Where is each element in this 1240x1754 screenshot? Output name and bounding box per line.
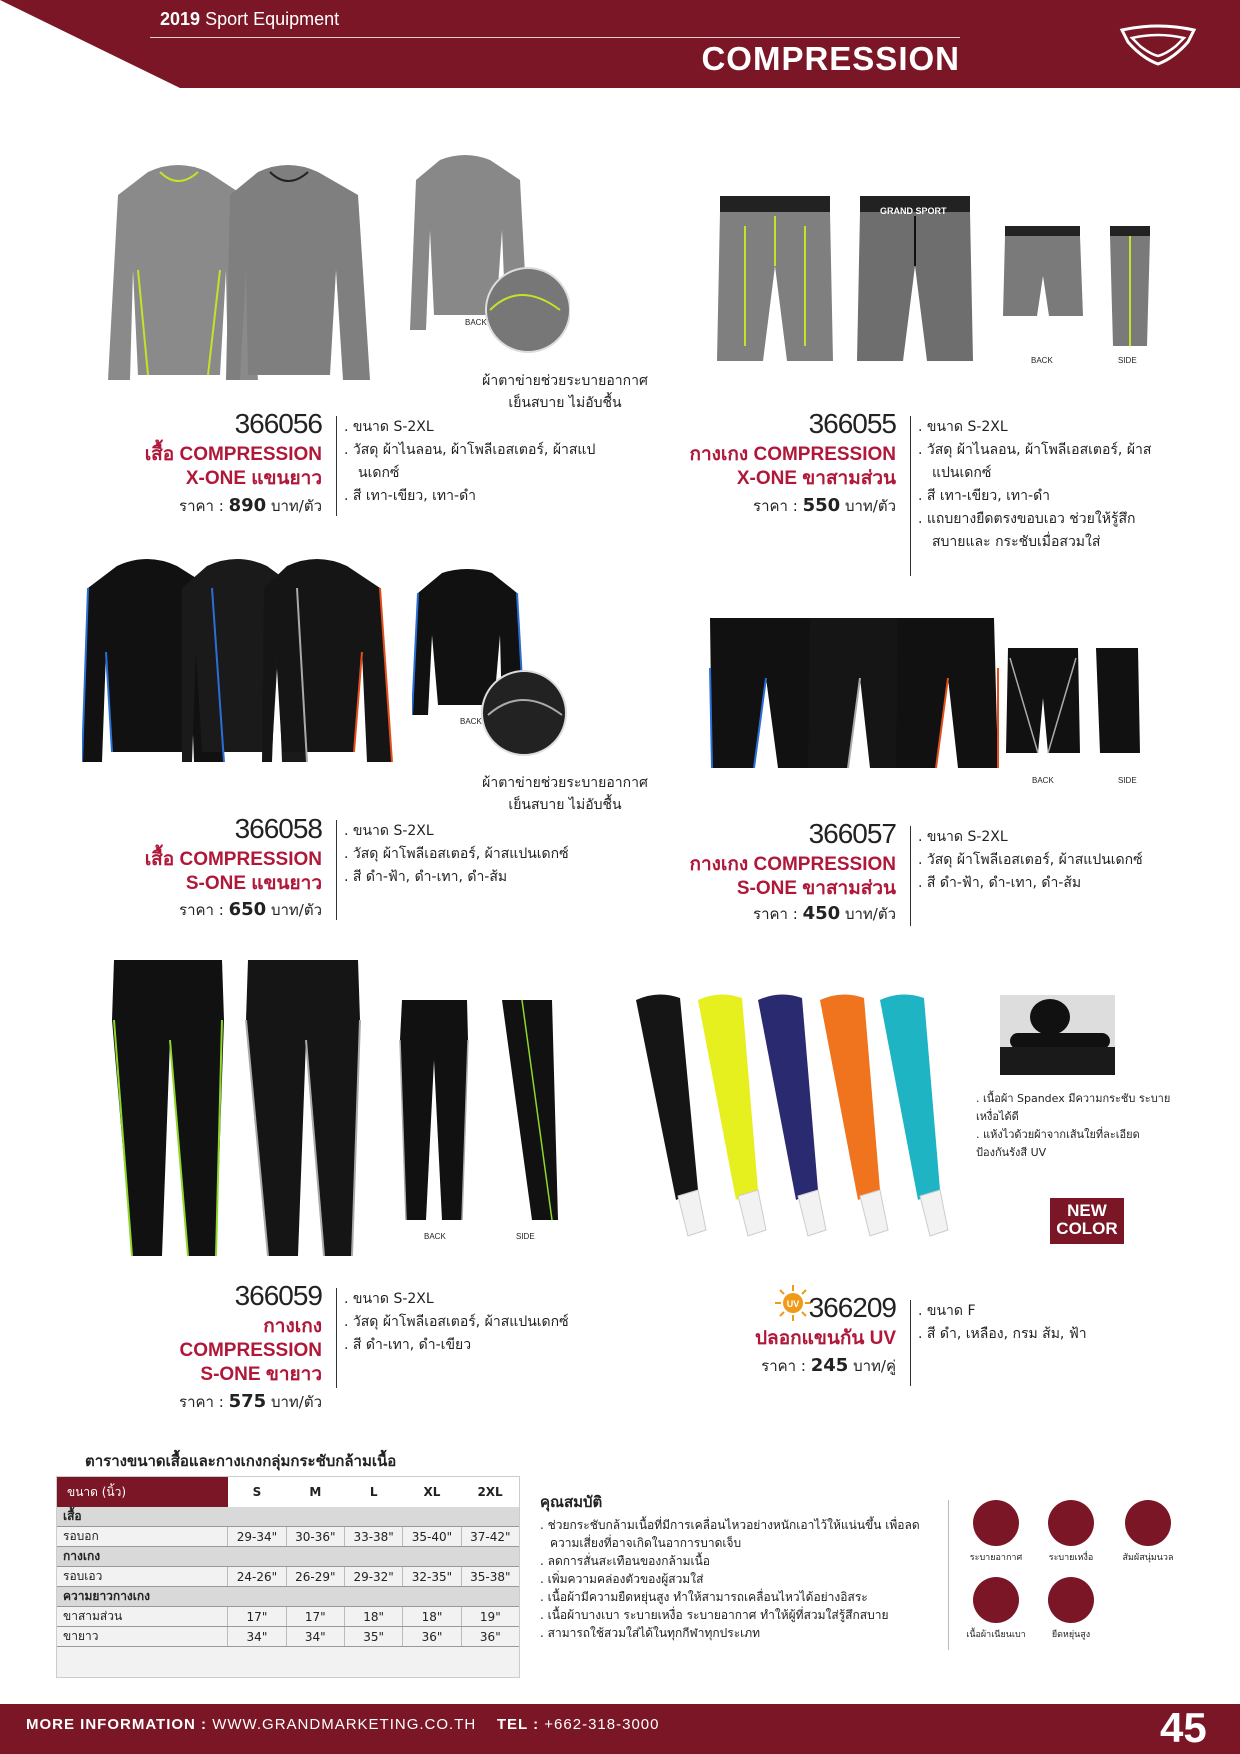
cell: 33-38" xyxy=(344,1527,402,1547)
product-code: 366056 xyxy=(234,408,322,439)
size-header: XL xyxy=(403,1477,461,1507)
icon-label: สัมผัสนุ่มนวล xyxy=(1122,1553,1174,1563)
product-name: กางเกง COMPRESSION X-ONE ขาสามส่วน xyxy=(689,444,896,489)
cell: 35-40" xyxy=(403,1527,461,1547)
list-item: . เพิ่มความคล่องตัวของผู้สวมใส่ xyxy=(540,1572,704,1586)
list-item: . ลดการสั่นสะเทือนของกล้ามเนื้อ xyxy=(540,1554,710,1568)
label-back: BACK xyxy=(465,318,487,327)
table-row xyxy=(57,1507,519,1527)
product-specs: . ขนาด S-2XL . วัสดุ ผ้าไนลอน, ผ้าโพลีเอสเตอร์, ผ้าสแปนเดกซ์ . สี เทา-เขียว, เทา-ดำ . แถบยางยืดตรงขอบเอว ช่วยให้รู้สึกสบายและ กระชับเมื่อสวมใส่ xyxy=(918,419,1152,550)
product-price: ราคา : 575 บาท/ตัว xyxy=(179,1391,322,1412)
soft-touch-icon xyxy=(1125,1500,1171,1546)
divider xyxy=(910,416,911,576)
cell: 17" xyxy=(286,1607,344,1627)
product-name: เสื้อ COMPRESSION X-ONE แขนยาว xyxy=(144,444,322,489)
table-row xyxy=(57,1587,519,1607)
row-label: ขาสามส่วน xyxy=(57,1607,228,1627)
product-specs: . ขนาด F . สี ดำ, เหลือง, กรม ส้ม, ฟ้า xyxy=(918,1303,1087,1342)
footer-contact: MORE INFORMATION : WWW.GRANDMARKETING.CO.TH TEL : +662-318-3000 xyxy=(26,1716,660,1733)
label-back: BACK xyxy=(1031,356,1053,365)
divider xyxy=(336,1288,337,1388)
size-table-title: ตารางขนาดเสื้อและกางเกงกลุ่มกระชับกล้ามเนื้อ xyxy=(85,1452,397,1470)
divider xyxy=(910,826,911,926)
label-back: BACK xyxy=(1032,776,1054,785)
size-header: L xyxy=(344,1477,402,1507)
icon-label: ระบายอากาศ xyxy=(969,1553,1023,1563)
size-header: M xyxy=(286,1477,344,1507)
cell: 17" xyxy=(228,1607,286,1627)
product-code: 366209 xyxy=(808,1292,896,1323)
product-price: ราคา : 245 บาท/คู่ xyxy=(761,1355,896,1376)
cell: 36" xyxy=(403,1627,461,1647)
cell: 18" xyxy=(403,1607,461,1627)
cell: 34" xyxy=(228,1627,286,1647)
table-row xyxy=(57,1567,519,1587)
cell: 19" xyxy=(461,1607,519,1627)
model-photo xyxy=(1000,995,1115,1075)
sweat-wicking-icon xyxy=(1048,1500,1094,1546)
product-back-image-366056 xyxy=(410,150,570,360)
stretch-icon xyxy=(1048,1577,1094,1623)
product-name: กางเกง COMPRESSION S-ONE ขาสามส่วน xyxy=(689,854,896,899)
product-code: 366055 xyxy=(808,408,896,439)
list-item: . เนื้อผ้าบางเบา ระบายเหงื่อ ระบายอากาศ ทำให้ผู้ที่สวมใส่รู้สึกสบาย xyxy=(540,1608,889,1622)
divider xyxy=(910,1300,911,1386)
brand-logo-icon xyxy=(1118,22,1198,66)
catalog-year: 2019 Sport Equipment xyxy=(160,9,340,29)
uv-sleeve-bullets: . เนื้อผ้า Spandex มีความกระชับ ระบายเหงื่อได้ดี . แห้งไวด้วยผ้าจากเส้นใยที่ละเอียด ป้องกันรังสี UV xyxy=(976,1092,1171,1159)
label-back: BACK xyxy=(424,1232,446,1241)
divider xyxy=(948,1500,949,1650)
icon-label: ระบายเหงื่อ xyxy=(1048,1553,1094,1563)
product-side-image-366055 xyxy=(1105,226,1155,356)
product-name: ปลอกแขนกัน UV xyxy=(754,1328,896,1349)
mesh-note: ผ้าตาข่ายช่วยระบายอากาศ เย็นสบาย ไม่อับชื้น xyxy=(482,373,648,411)
website-link[interactable]: WWW.GRANDMARKETING.CO.TH xyxy=(212,1716,477,1733)
product-image-366209 xyxy=(636,990,996,1240)
new-color-badge: NEW COLOR xyxy=(1050,1198,1124,1244)
product-code: 366057 xyxy=(808,818,896,849)
cell: 35-38" xyxy=(461,1567,519,1587)
features-list xyxy=(540,1516,940,1642)
table-row xyxy=(57,1527,519,1547)
product-price: ราคา : 890 บาท/ตัว xyxy=(179,495,322,516)
lightweight-icon xyxy=(973,1577,1019,1623)
product-specs: . ขนาด S-2XL . วัสดุ ผ้าโพลีเอสเตอร์, ผ้าสแปนเดกซ์ . สี ดำ-ฟ้า, ดำ-เทา, ดำ-ส้ม xyxy=(344,823,569,885)
cell: 35" xyxy=(344,1627,402,1647)
cell: 26-29" xyxy=(286,1567,344,1587)
product-specs: . ขนาด S-2XL . วัสดุ ผ้าไนลอน, ผ้าโพลีเอสเตอร์, ผ้าสแปนเดกซ์ . สี เทา-เขียว, เทา-ดำ xyxy=(344,419,596,504)
group-label: ความยาวกางเกง xyxy=(57,1587,519,1607)
product-image-366057 xyxy=(708,618,1148,778)
table-row xyxy=(57,1547,519,1567)
product-image-366059 xyxy=(112,960,592,1260)
row-label: ขายาว xyxy=(57,1627,228,1647)
list-item: . เนื้อผ้ามีความยืดหยุ่นสูง ทำให้สามารถเคลื่อนไหวได้อย่างอิสระ xyxy=(540,1590,868,1604)
cell: 30-36" xyxy=(286,1527,344,1547)
label-side: SIDE xyxy=(1118,356,1137,365)
divider xyxy=(336,820,337,920)
product-image-366058 xyxy=(82,552,402,772)
icon-label: เนื้อผ้าเนียนเบา xyxy=(966,1630,1026,1640)
product-name: เสื้อ COMPRESSION S-ONE แขนยาว xyxy=(144,849,322,894)
size-table xyxy=(57,1477,519,1647)
product-image-366056 xyxy=(108,150,408,390)
cell: 37-42" xyxy=(461,1527,519,1547)
uv-badge-text: UV xyxy=(786,1299,800,1309)
features-title: คุณสมบัติ xyxy=(540,1493,603,1511)
label-side: SIDE xyxy=(516,1232,535,1241)
row-label: รอบเอว xyxy=(57,1567,228,1587)
product-image-366055 xyxy=(715,196,1095,366)
size-header: ขนาด (นิ้ว) xyxy=(57,1477,228,1507)
product-specs: . ขนาด S-2XL . วัสดุ ผ้าโพลีเอสเตอร์, ผ้าสแปนเดกซ์ . สี ดำ-ฟ้า, ดำ-เทา, ดำ-ส้ม xyxy=(918,829,1143,891)
group-label: เสื้อ xyxy=(57,1507,519,1527)
product-price: ราคา : 550 บาท/ตัว xyxy=(753,495,896,516)
row-label: รอบอก xyxy=(57,1527,228,1547)
cell: 29-32" xyxy=(344,1567,402,1587)
brand-waistband: GRAND SPORT xyxy=(880,206,947,216)
page-number: 45 xyxy=(1160,1704,1207,1751)
cell: 34" xyxy=(286,1627,344,1647)
icon-label: ยืดหยุ่นสูง xyxy=(1051,1630,1091,1640)
size-header: S xyxy=(228,1477,286,1507)
breathable-icon xyxy=(973,1500,1019,1546)
mesh-note: ผ้าตาข่ายช่วยระบายอากาศ เย็นสบาย ไม่อับชื้น xyxy=(482,775,648,813)
product-back-image-366058 xyxy=(412,565,572,765)
product-name: กางเกง COMPRESSION S-ONE ขายาว xyxy=(179,1316,322,1385)
cell: 24-26" xyxy=(228,1567,286,1587)
list-item: . สามารถใช้สวมใส่ได้ในทุกกีฬาทุกประเภท xyxy=(540,1626,761,1640)
product-code: 366058 xyxy=(234,813,322,844)
header-divider xyxy=(150,37,960,38)
size-table-panel xyxy=(56,1476,520,1678)
cell: 36" xyxy=(461,1627,519,1647)
cell: 18" xyxy=(344,1607,402,1627)
table-row xyxy=(57,1607,519,1627)
group-label: กางเกง xyxy=(57,1547,519,1567)
label-side: SIDE xyxy=(1118,776,1137,785)
product-price: ราคา : 650 บาท/ตัว xyxy=(179,899,322,920)
cell: 29-34" xyxy=(228,1527,286,1547)
page-title: COMPRESSION xyxy=(701,40,960,77)
list-item: . ช่วยกระชับกล้ามเนื้อที่มีการเคลื่อนไหวอย่างหนักเอาไว้ให้แน่นขึ้น เพื่อลดความเสี่ยงที่อาจเกิดในอาการบาดเจ็บ xyxy=(540,1518,920,1550)
table-row xyxy=(57,1627,519,1647)
cell: 32-35" xyxy=(403,1567,461,1587)
product-code: 366059 xyxy=(234,1280,322,1311)
divider xyxy=(336,416,337,516)
label-back: BACK xyxy=(460,717,482,726)
size-header: 2XL xyxy=(461,1477,519,1507)
product-price: ราคา : 450 บาท/ตัว xyxy=(753,903,896,924)
product-specs: . ขนาด S-2XL . วัสดุ ผ้าโพลีเอสเตอร์, ผ้าสแปนเดกซ์ . สี ดำ-เทา, ดำ-เขียว xyxy=(344,1291,569,1353)
